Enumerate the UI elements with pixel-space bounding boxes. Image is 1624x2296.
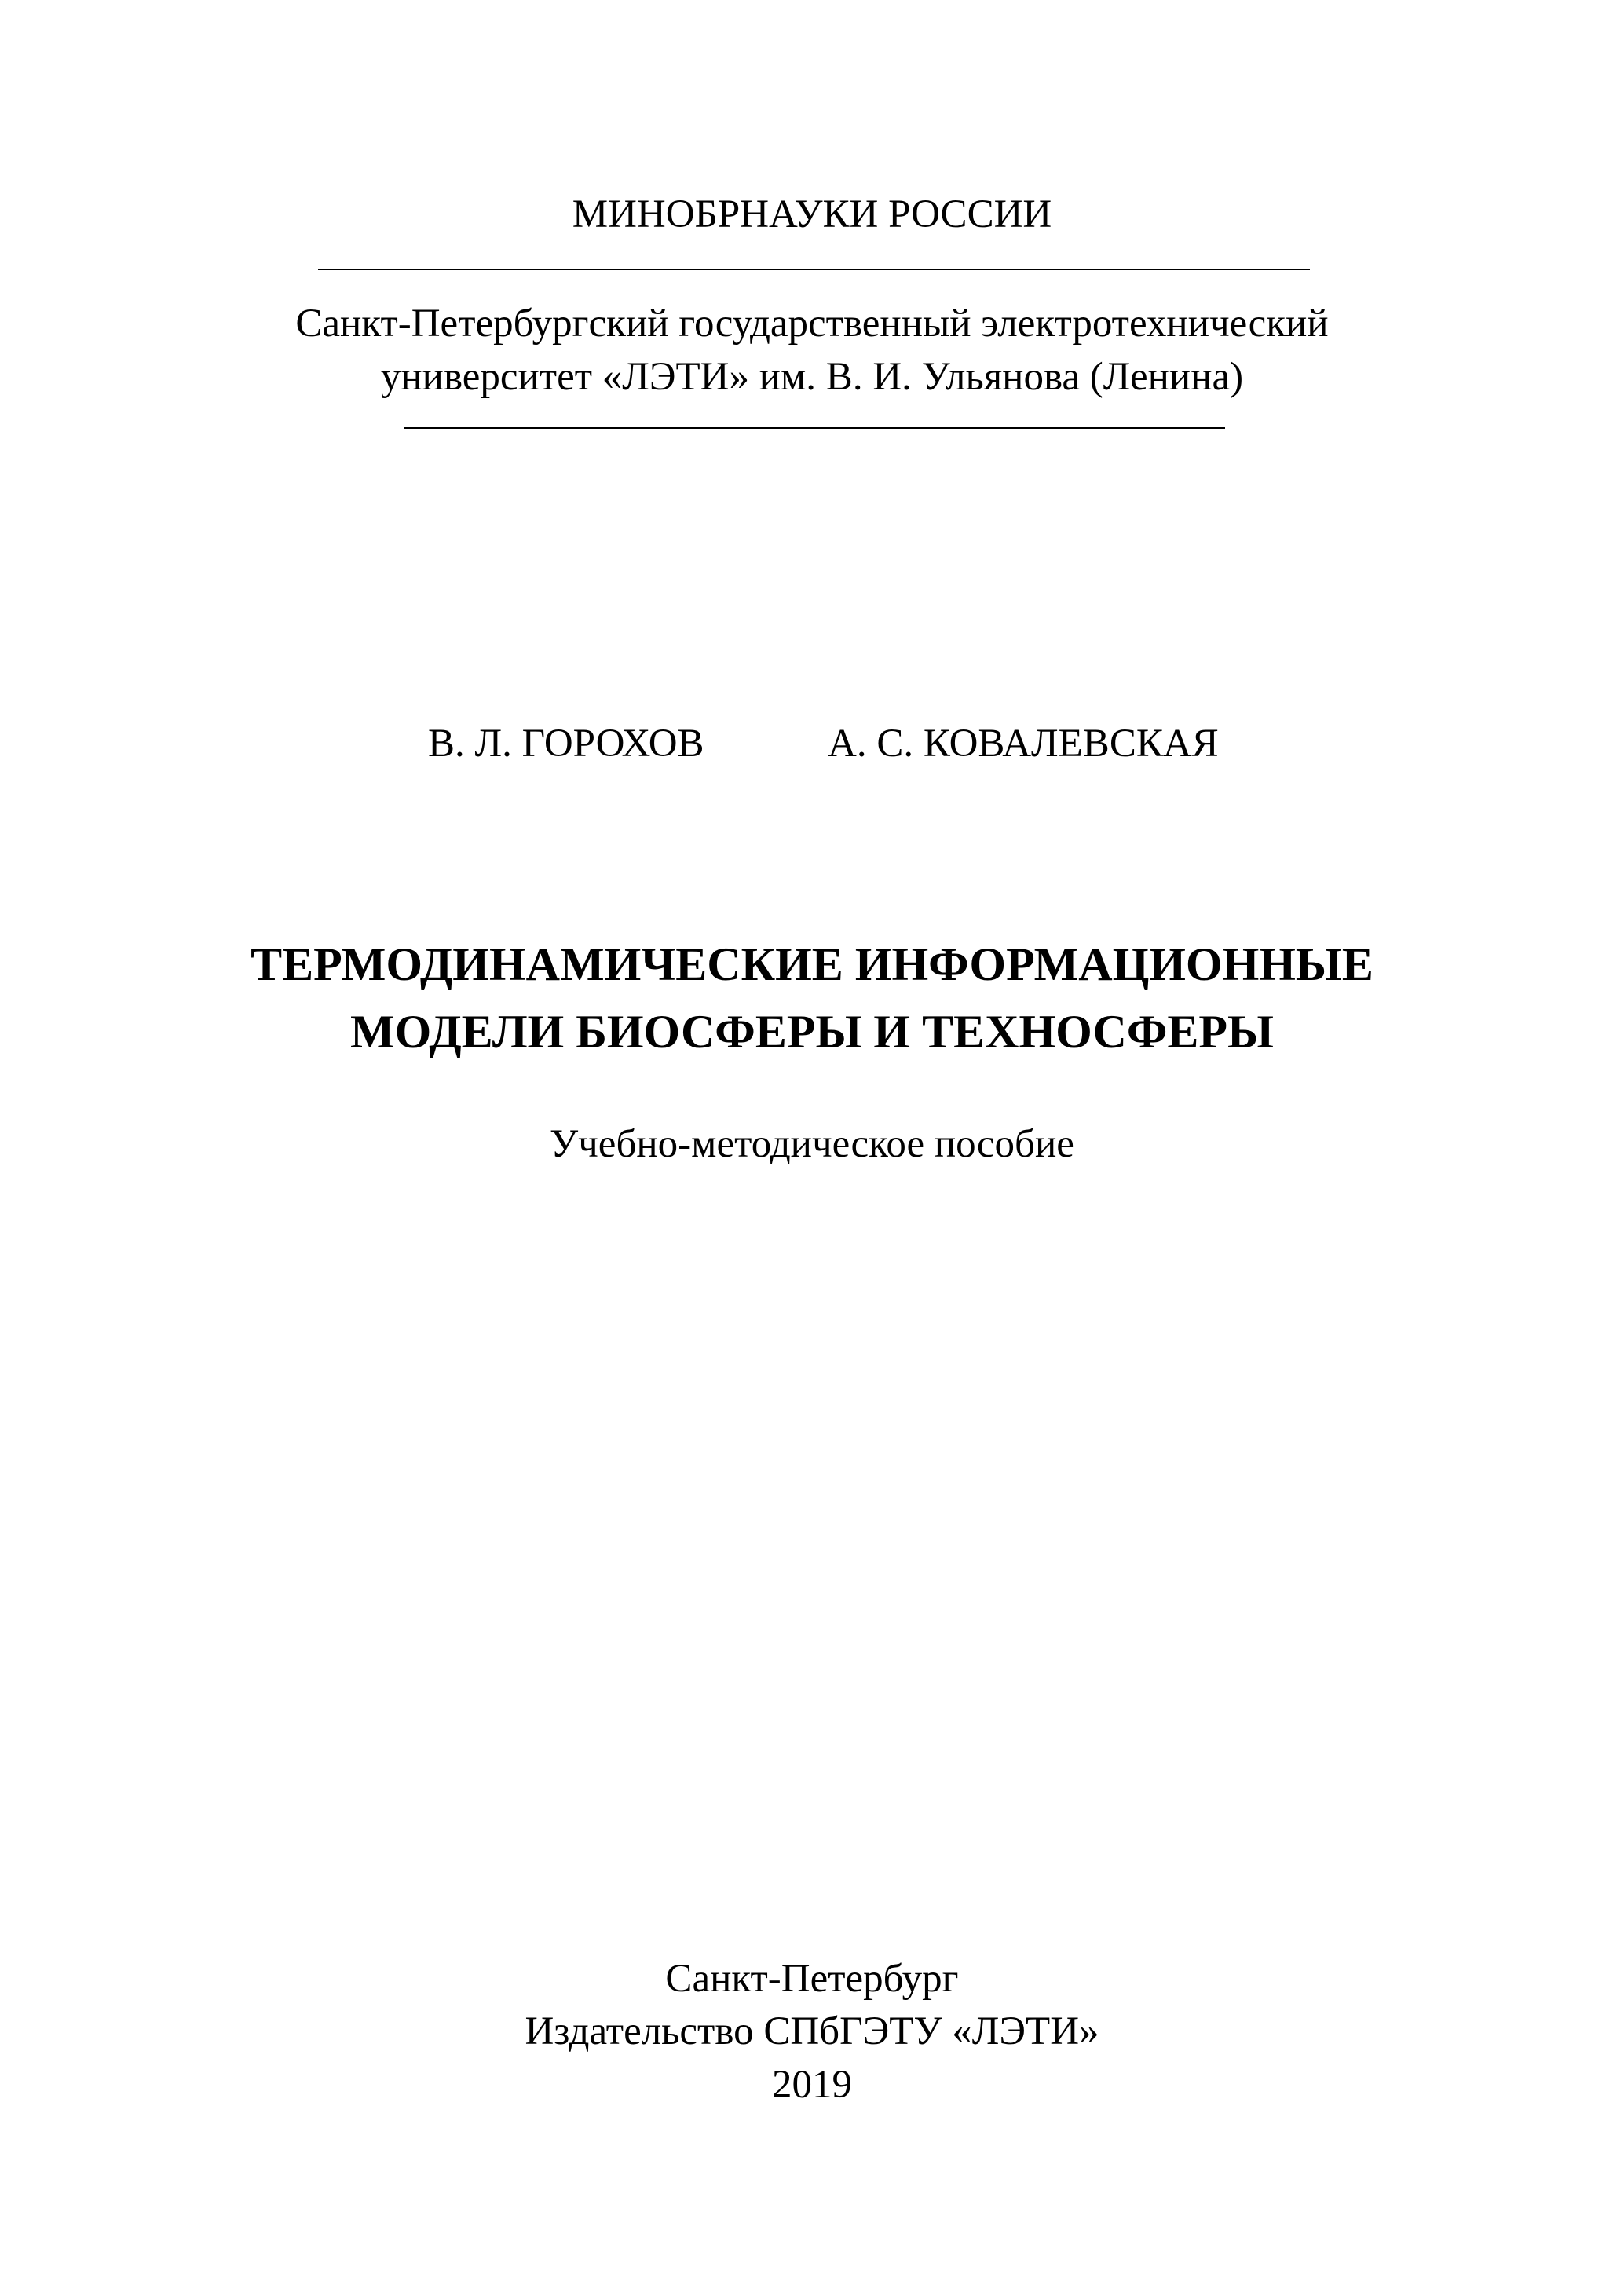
author-1: В. Л. ГОРОХОВ [428,722,704,766]
imprint-year: 2019 [772,2063,852,2107]
imprint-publisher: Издательство СПбГЭТУ «ЛЭТИ» [525,2009,1099,2053]
header-rule-bottom [404,427,1225,429]
book-subtitle: Учебно-методическое пособие [550,1122,1074,1166]
imprint-city: Санкт-Петербург [665,1957,959,2001]
book-title-line-1: ТЕРМОДИНАМИЧЕСКИЕ ИНФОРМАЦИОННЫЕ [251,938,1373,990]
ministry-name: МИНОБРНАУКИ РОССИИ [572,192,1052,236]
book-title-line-2: МОДЕЛИ БИОСФЕРЫ И ТЕХНОСФЕРЫ [350,1006,1274,1058]
university-name-line-2: университет «ЛЭТИ» им. В. И. Ульянова (Ленина) [380,355,1244,399]
author-2: А. С. КОВАЛЕВСКАЯ [828,722,1219,766]
university-name-line-1: Санкт-Петербургский государственный электротехнический [295,302,1329,345]
header-rule-top [318,269,1310,270]
